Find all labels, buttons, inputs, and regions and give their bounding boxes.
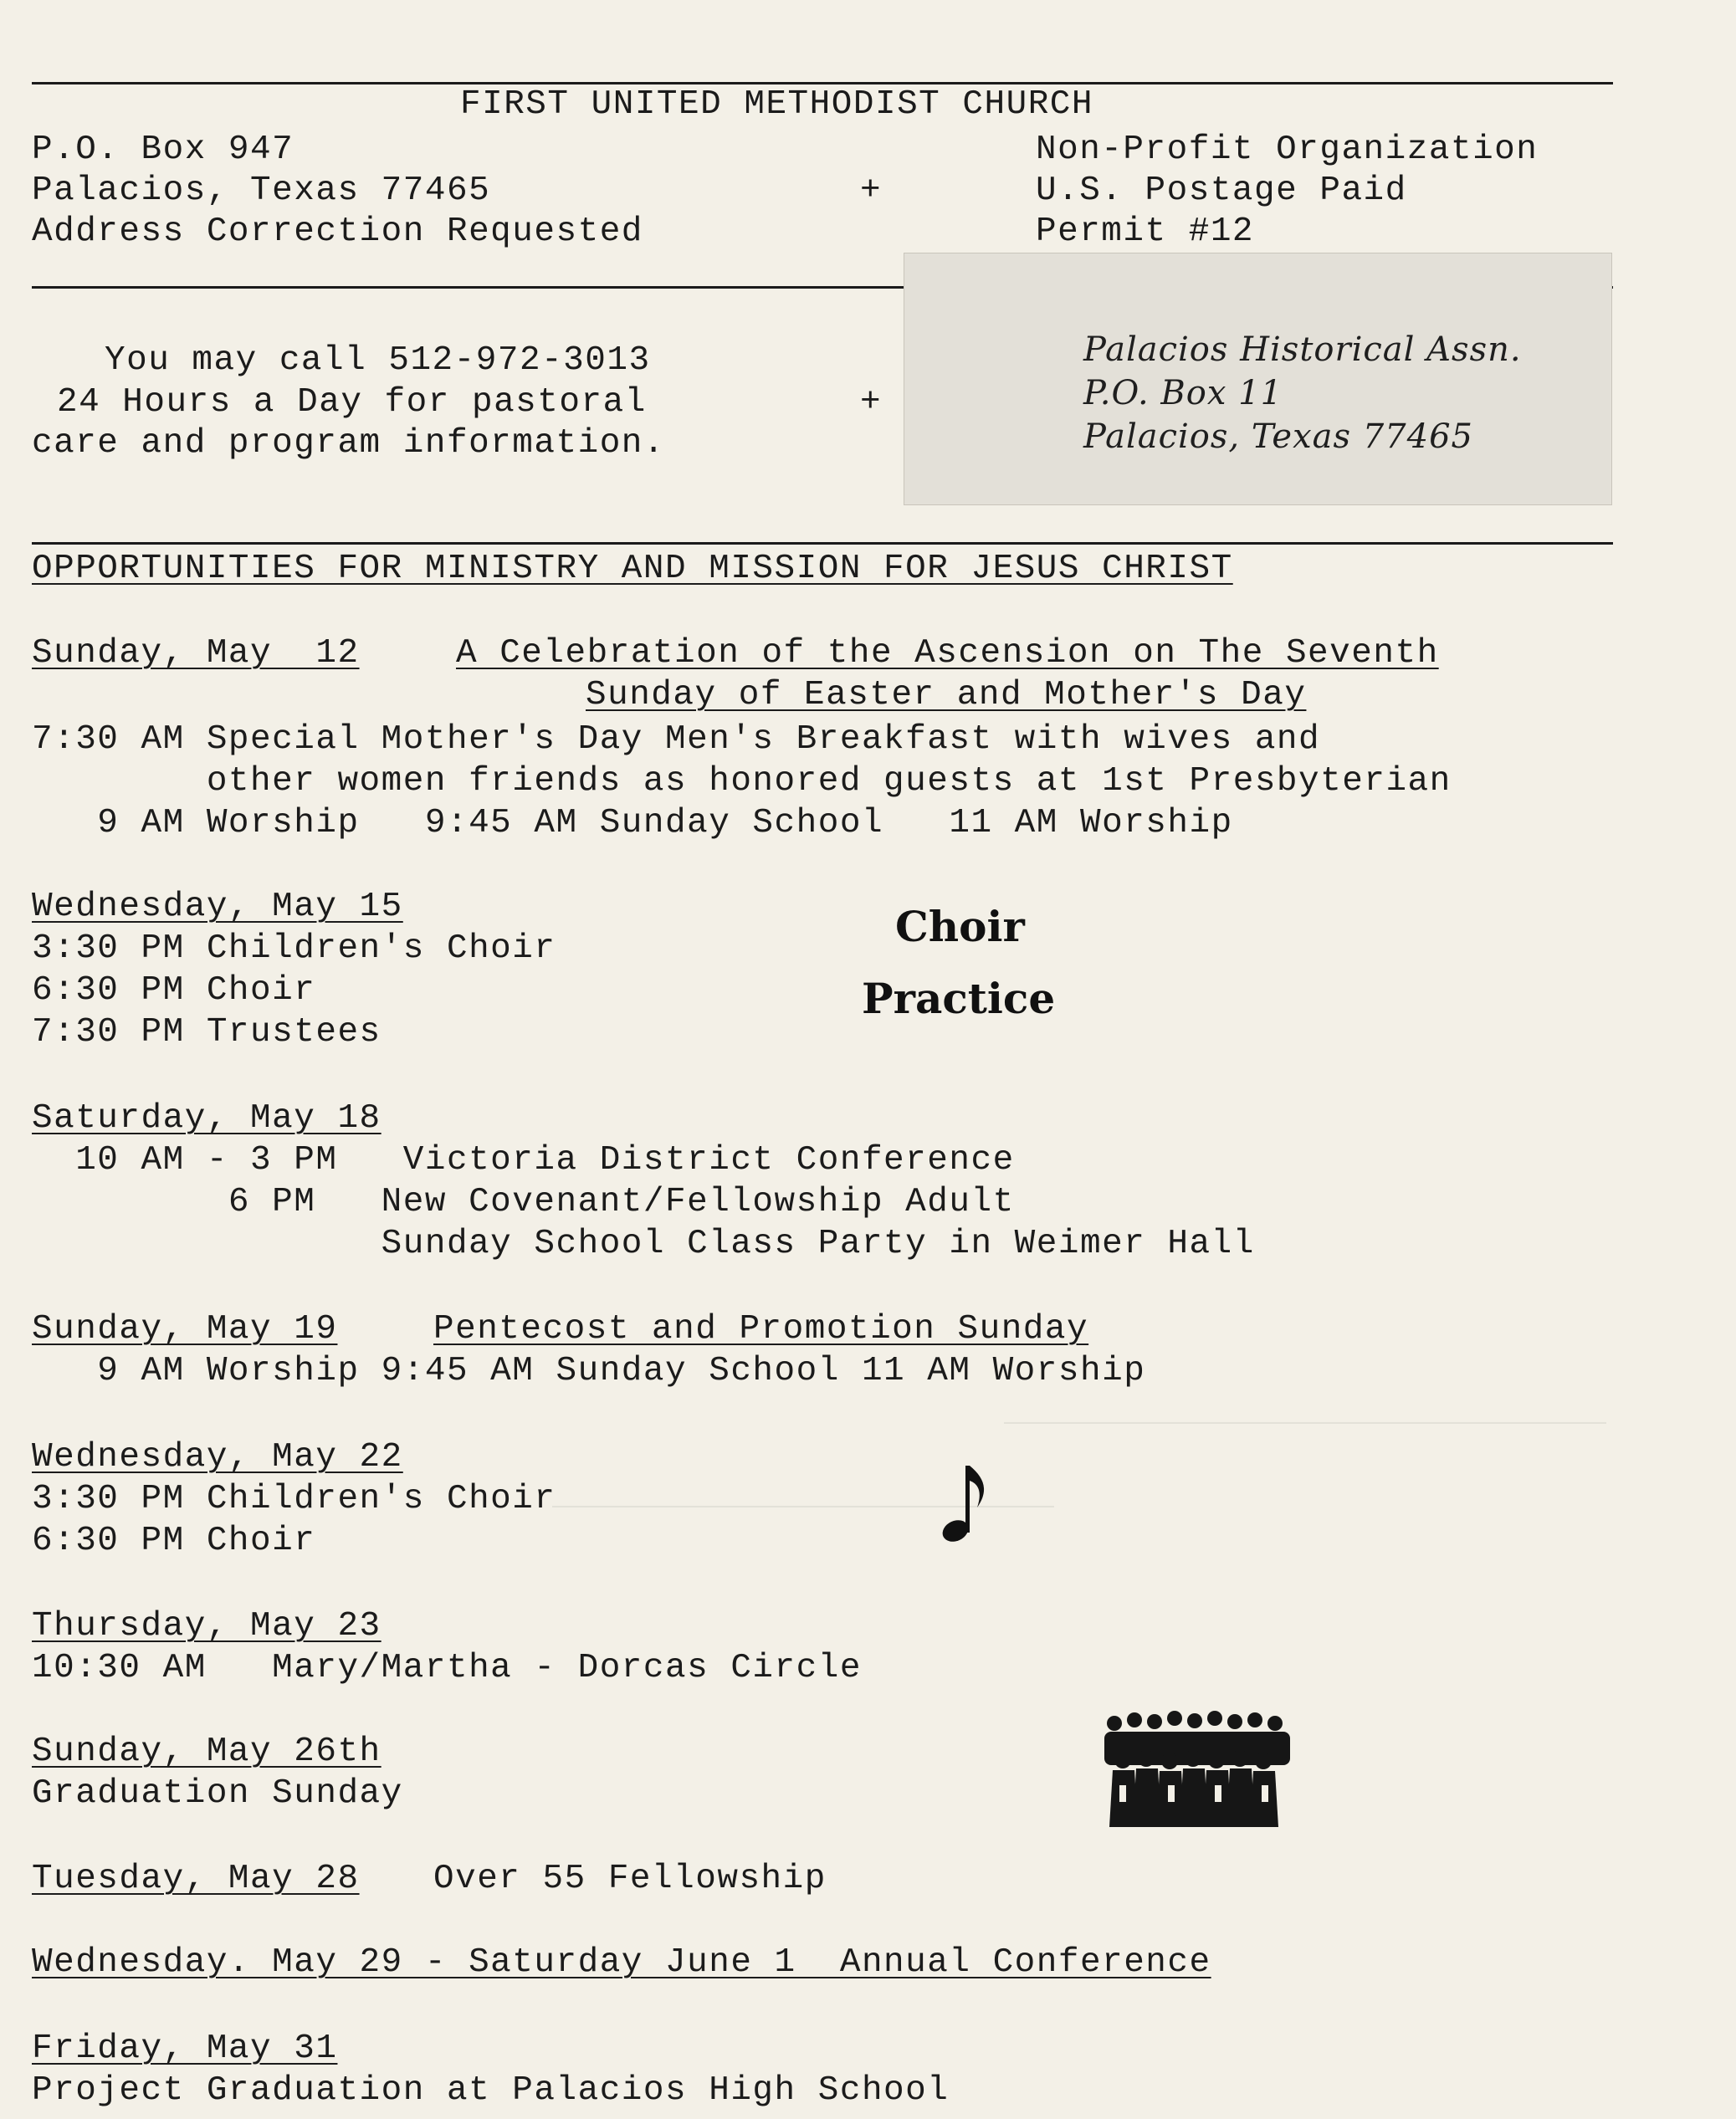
return-address-line-3: Address Correction Requested [32,212,643,251]
mailing-label-line-3: Palacios, Texas 77465 [1083,417,1473,456]
music-note-icon [939,1457,989,1549]
sun12-title-2: Sunday of Easter and Mother's Day [586,676,1307,714]
wed15-line-2: 6:30 PM Choir [32,971,316,1010]
fri31-line-1: Project Graduation at Palacios High School [32,2071,950,2110]
fri31-date: Friday, May 31 [32,2029,338,2068]
mailing-label-line-1: Palacios Historical Assn. [1083,330,1522,369]
choir-group-icon [1098,1708,1297,1834]
choir-practice-title-1: Choir [895,902,1025,951]
sun12-date: Sunday, May 12 [32,634,360,673]
tue28-date: Tuesday, May 28 [32,1860,360,1898]
sat18-line-3: Sunday School Class Party in Weimer Hall [32,1225,1255,1263]
postage-line-2: U.S. Postage Paid [1036,171,1407,210]
thu23-line-1: 10:30 AM Mary/Martha - Dorcas Circle [32,1649,862,1687]
return-address-line-2: Palacios, Texas 77465 [32,171,491,210]
wed22-line-1: 3:30 PM Children's Choir [32,1480,556,1518]
wed15-line-3: 7:30 PM Trustees [32,1013,382,1052]
sun12-line-1: 7:30 AM Special Mother's Day Men's Breakfast with wives and [32,720,1321,759]
choir-practice-title-2: Practice [862,974,1056,1023]
sun26-line-1: Graduation Sunday [32,1774,403,1813]
sun12-line-3: 9 AM Worship 9:45 AM Sunday School 11 AM Worship [32,804,1233,842]
section-rule [32,542,1613,545]
wed15-line-1: 3:30 PM Children's Choir [32,929,556,968]
postage-line-3: Permit #12 [1036,212,1255,251]
contact-line-3: care and program information. [32,424,666,463]
sun26-date: Sunday, May 26th [32,1733,382,1771]
tue28-line-1: Over 55 Fellowship [433,1860,827,1898]
return-address-line-1: P.O. Box 947 [32,131,294,169]
header-separator: + [860,171,883,210]
wed29-annual-conference: Wednesday. May 29 - Saturday June 1 Annual Conference [32,1943,1211,1982]
sun19-title: Pentecost and Promotion Sunday [433,1310,1089,1349]
sat18-date: Saturday, May 18 [32,1099,382,1138]
sun19-date: Sunday, May 19 [32,1310,338,1349]
contact-line-2: 24 Hours a Day for pastoral [57,383,647,422]
contact-separator: + [860,383,883,422]
sun12-title-1: A Celebration of the Ascension on The Seventh [456,634,1439,673]
postage-line-1: Non-Profit Organization [1036,131,1539,169]
wed22-date: Wednesday, May 22 [32,1438,403,1477]
mailing-label-line-2: P.O. Box 11 [1083,374,1283,412]
sat18-line-1: 10 AM - 3 PM Victoria District Conference [32,1141,1015,1180]
sun19-line-1: 9 AM Worship 9:45 AM Sunday School 11 AM Worship [32,1352,1146,1390]
contact-line-1: You may call 512-972-3013 [105,341,651,380]
church-name: FIRST UNITED METHODIST CHURCH [460,85,1094,124]
sun12-line-2: other women friends as honored guests at 1st Presbyterian [32,762,1452,801]
sat18-line-2: 6 PM New Covenant/Fellowship Adult [32,1183,1015,1221]
wed15-date: Wednesday, May 15 [32,888,403,926]
wed22-line-2: 6:30 PM Choir [32,1522,316,1560]
opportunities-heading: OPPORTUNITIES FOR MINISTRY AND MISSION FOR JESUS CHRIST [32,550,1233,588]
thu23-date: Thursday, May 23 [32,1607,382,1646]
